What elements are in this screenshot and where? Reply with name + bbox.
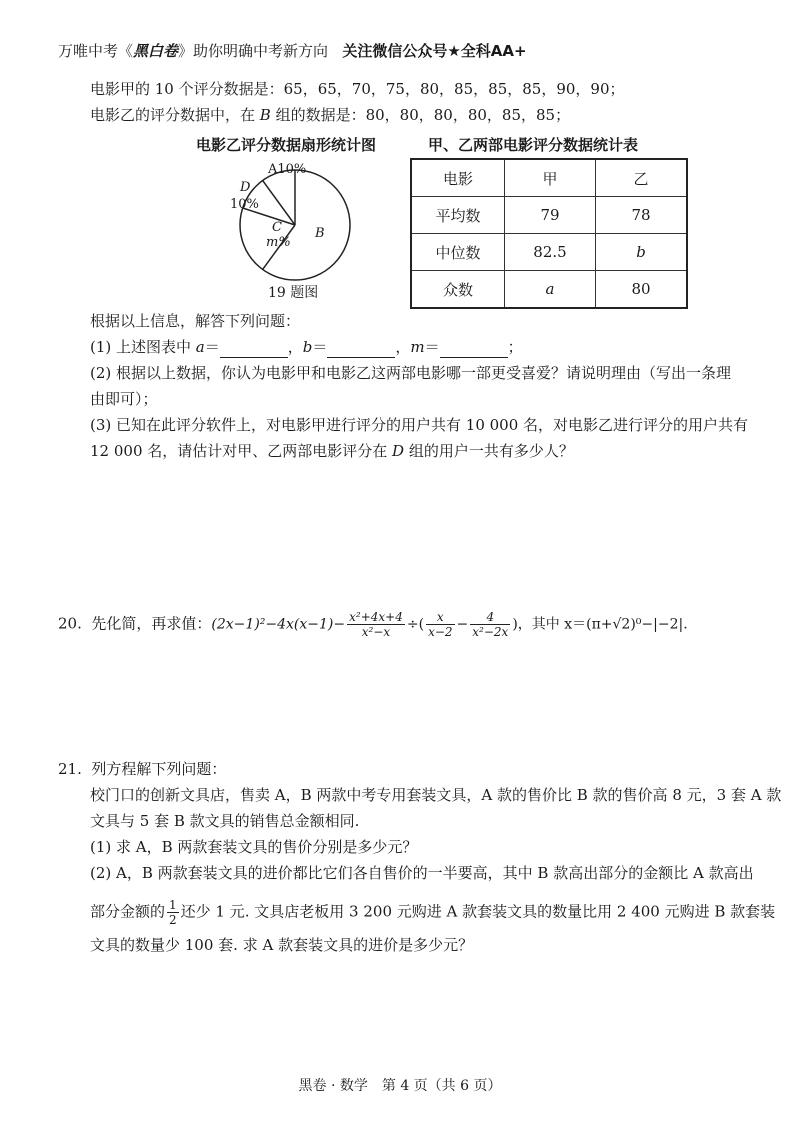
stats-table	[410, 158, 688, 309]
table-cell: 82.5	[505, 234, 596, 271]
table-cell: 78	[596, 197, 688, 234]
q19-part3-line1: (3) 已知在此评分软件上，对电影甲进行评分的用户共有 10 000 名，对电影乙进行评分的用户共有	[90, 416, 749, 434]
header-wechat: 关注微信公众号★全科AA+	[342, 42, 527, 60]
pie-label-c: C	[272, 220, 282, 235]
q19-part1: (1) 上述图表中 a＝ ，b＝ ，m＝ ；	[90, 338, 523, 356]
q21-line1: 校门口的创新文具店，售卖 A，B 两款中考专用套装文具，A 款的售价比 B 款的售价高 8 元，3 套 A 款	[90, 786, 782, 804]
q19-part2-line1: (2) 根据以上数据，你认为电影甲和电影乙这两部电影哪一部更受喜爱？请说明理由（写出一条理	[90, 364, 732, 382]
pie-label-d-pct: 10%	[230, 197, 259, 212]
page-footer: 黑卷 · 数学 第 4 页（共 6 页）	[298, 1078, 502, 1094]
table-header-cell: 电影	[411, 159, 505, 197]
header-book-title: 黑白卷	[133, 42, 179, 60]
q21-intro: 21. 列方程解下列问题：	[58, 760, 227, 778]
table-cell: 79	[505, 197, 596, 234]
fraction: $\frac{\text{x²+4x+4}}{\text{x²−x}}$	[349, 610, 403, 639]
table-cell: b	[596, 234, 688, 271]
table-cell: 80	[596, 271, 688, 309]
table-cell: 中位数	[411, 234, 505, 271]
q21-line2: 文具与 5 套 B 款文具的销售总金额相同.	[90, 812, 360, 830]
table-row	[411, 271, 687, 309]
pie-chart-title: 电影乙评分数据扇形统计图	[196, 136, 377, 154]
q19-part3-line2: 12 000 名，请估计对甲、乙两部电影评分在 D 组的用户一共有多少人？	[90, 442, 574, 460]
q21-part2-line1: (2) A，B 两款套装文具的进价都比它们各自售价的一半要高，其中 B 款高出部分的金额比 A 款高出	[90, 864, 754, 882]
q19-part2-line2: 由即可）；	[90, 390, 158, 408]
answer-blank-m[interactable]	[440, 343, 508, 358]
stats-table-title: 甲、乙两部电影评分数据统计表	[428, 136, 639, 154]
header-slogan: 》助你明确中考新方向	[178, 42, 329, 60]
figure-caption: 19 题图	[268, 285, 319, 301]
table-cell: a	[505, 271, 596, 309]
q21-part2-line2: 部分金额的 $\frac{1}{2}$ 还少 1 元. 文具店老板用 3 200 元购进 A 款套装文具的数量比用 2 400 元购进 B 款套装	[90, 898, 776, 927]
page-header	[58, 40, 527, 61]
answer-blank-b[interactable]	[327, 343, 395, 358]
pie-label-d: D	[240, 180, 251, 195]
table-row	[411, 197, 687, 234]
movie-b-data: 电影乙的评分数据中，在 B 组的数据是：80，80，80，80，85，85；	[90, 106, 571, 124]
fraction: $\frac{1}{2}$	[169, 898, 177, 927]
pie-chart	[220, 155, 370, 295]
pie-slice-boundary-a	[263, 181, 295, 225]
q21-number: 21.	[58, 760, 82, 778]
table-header-cell: 甲	[505, 159, 596, 197]
q19-intro: 根据以上信息，解答下列问题：	[90, 312, 301, 330]
header-brand: 万唯中考《	[58, 42, 134, 60]
q20-number: 20.	[58, 614, 82, 633]
table-header-row	[411, 159, 687, 197]
fraction: $\frac{4}{\text{x²−2x}}$	[472, 610, 509, 639]
q21-part1: (1) 求 A，B 两款套装文具的售价分别是多少元？	[90, 838, 418, 856]
q21-part2-line3: 文具的数量少 100 套. 求 A 款套装文具的进价是多少元？	[90, 936, 474, 954]
movie-a-data: 电影甲的 10 个评分数据是：65，65，70，75，80，85，85，85，90，90；	[90, 80, 625, 98]
table-cell: 平均数	[411, 197, 505, 234]
table-row	[411, 234, 687, 271]
q20: 20. 先化简，再求值：(2x−1)²−4x(x−1)− $\frac{\text{x²+4x+4}}{\text{x²−x}}$ ÷( $\frac{x}{x-2}$ − $\frac{4}{\text{x²−2x}}$ )，其中 x＝(π+√2)⁰−|−2|.	[58, 610, 688, 639]
fraction: $\frac{x}{x-2}$	[428, 610, 453, 639]
pie-label-b: B	[315, 226, 325, 241]
table-cell: 众数	[411, 271, 505, 309]
answer-blank-a[interactable]	[220, 343, 288, 358]
table-header-cell: 乙	[596, 159, 688, 197]
pie-label-c-pct: m%	[266, 235, 291, 250]
pie-label-a: A10%	[268, 162, 307, 177]
